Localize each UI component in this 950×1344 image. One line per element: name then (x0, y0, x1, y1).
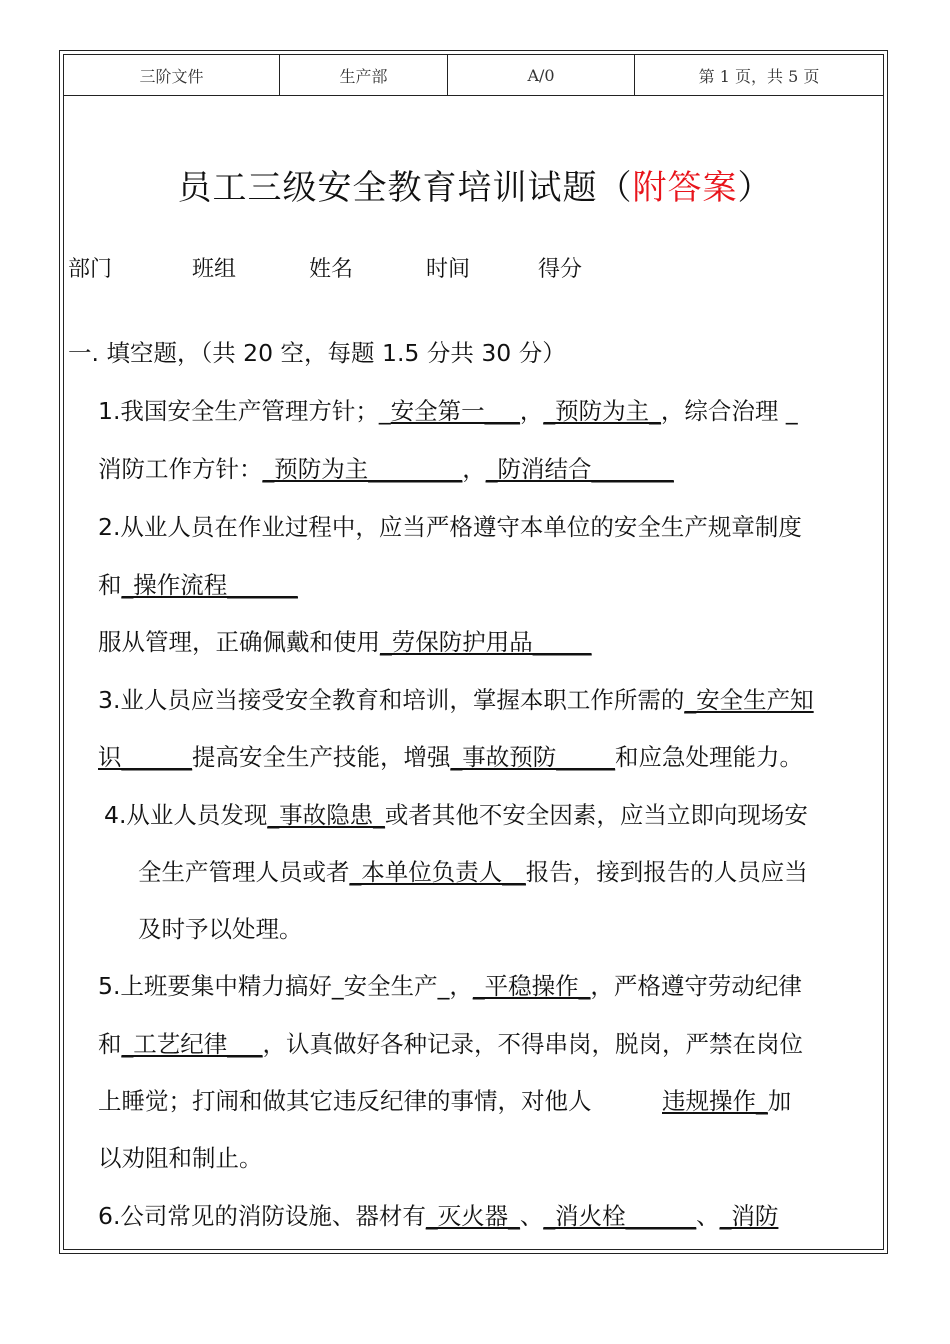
question-text: ，综合治理 _ (660, 397, 798, 425)
question-text: 全生产管理人员或者 (138, 858, 350, 886)
question-text: ，严格遵守劳动纪律 (590, 972, 802, 1000)
section1-heading: 一. 填空题，（共 20 空，每题 1.5 分共 30 分） (68, 339, 566, 367)
field-time: 时间 (426, 257, 471, 282)
question-text: 、 (696, 1202, 720, 1230)
answer-blank: _劳保防护用品_____ (380, 628, 592, 656)
question-line (98, 570, 298, 600)
question-line (98, 454, 674, 484)
department-cell: 生产部 (280, 55, 448, 96)
question-line (98, 627, 592, 657)
question-text: 及时予以处理。 (138, 915, 303, 943)
question-text: 报告，接到报告的人员应当 (525, 858, 808, 886)
field-name: 姓名 (309, 257, 354, 282)
question-line (98, 1201, 778, 1231)
question-line (104, 800, 808, 830)
question-text: 3.业人员应当接受安全教育和培训，掌握本职工作所需的 (98, 686, 685, 714)
question-line (98, 742, 803, 772)
answer-blank: _本单位负责人__ (349, 858, 526, 886)
answer-blank: _事故隐患_ (267, 801, 385, 829)
field-dept: 部门 (68, 257, 113, 282)
answer-blank: _平稳操作_ (472, 972, 591, 1000)
answer-blank: 识______ (98, 743, 192, 771)
title-close: ） (737, 168, 773, 208)
page-title (0, 160, 950, 209)
question-text: 提高安全生产技能，增强 (192, 743, 451, 771)
question-text: ， (519, 397, 544, 425)
question-text: 以劝阻和制止。 (98, 1144, 263, 1172)
question-text: 、 (519, 1202, 544, 1230)
question-text: ， (462, 455, 486, 483)
answer-blank: _防消结合_______ (485, 455, 674, 483)
question-text: 和 (98, 1030, 122, 1058)
question-text: 和 (98, 571, 122, 599)
version-cell: A/0 (448, 55, 635, 96)
question-line (138, 914, 303, 944)
question-text: 服从管理，正确佩戴和使用 (98, 628, 380, 656)
question-text: 4.从业人员发现 (104, 801, 268, 829)
question-text: 或者其他不安全因素，应当立即向现场安 (384, 801, 808, 829)
question-text: 1.我国安全生产管理方针；_ (98, 397, 391, 425)
question-text: 消防工作方针： (98, 455, 263, 483)
question-text: 5.上班要集中精力搞好_安全生产_， (98, 972, 473, 1000)
answer-blank: 安全第一___ (390, 397, 520, 425)
question-text: 2.从业人员在作业过程中，应当严格遵守本单位的安全生产规章制度 (98, 513, 802, 541)
document-header-table (63, 54, 884, 96)
answer-blank: _工艺纪律___ (121, 1030, 263, 1058)
answer-blank: _操作流程______ (121, 571, 298, 599)
question-line (138, 857, 808, 887)
answer-blank: _灭火器_ (425, 1202, 520, 1230)
field-score: 得分 (538, 257, 583, 282)
question-text: 加 (767, 1087, 792, 1115)
question-text: 上睡觉；打闹和做其它违反纪律的事情，对他人 (98, 1087, 662, 1115)
answer-blank: _安全生产知 (684, 686, 814, 714)
question-line (98, 1143, 263, 1173)
question-line (98, 512, 802, 542)
question-line (98, 396, 798, 426)
title-highlight: 附答案 (632, 168, 738, 208)
answer-blank: _消火栓______ (543, 1202, 697, 1230)
question-line (98, 685, 814, 715)
doc-level-cell: 三阶文件 (64, 55, 280, 96)
question-line (98, 971, 802, 1001)
answer-blank: _消防 (719, 1202, 779, 1230)
answer-blank: _预防为主_ (543, 397, 661, 425)
answer-blank: _预防为主________ (262, 455, 463, 483)
title-main: 员工三级安全教育培训试题（ (177, 168, 633, 208)
question-text: ，认真做好各种记录，不得串岗，脱岗，严禁在岗位 (262, 1030, 803, 1058)
page-info-cell: 第 1 页，共 5 页 (635, 55, 884, 96)
question-line (98, 1086, 791, 1116)
question-line (98, 1029, 803, 1059)
answer-blank: 违规操作_ (662, 1087, 768, 1115)
question-text: 和应急处理能力。 (615, 743, 803, 771)
question-text: 6.公司常见的消防设施、器材有 (98, 1202, 426, 1230)
field-team: 班组 (192, 257, 237, 282)
answer-blank: _事故预防_____ (450, 743, 615, 771)
